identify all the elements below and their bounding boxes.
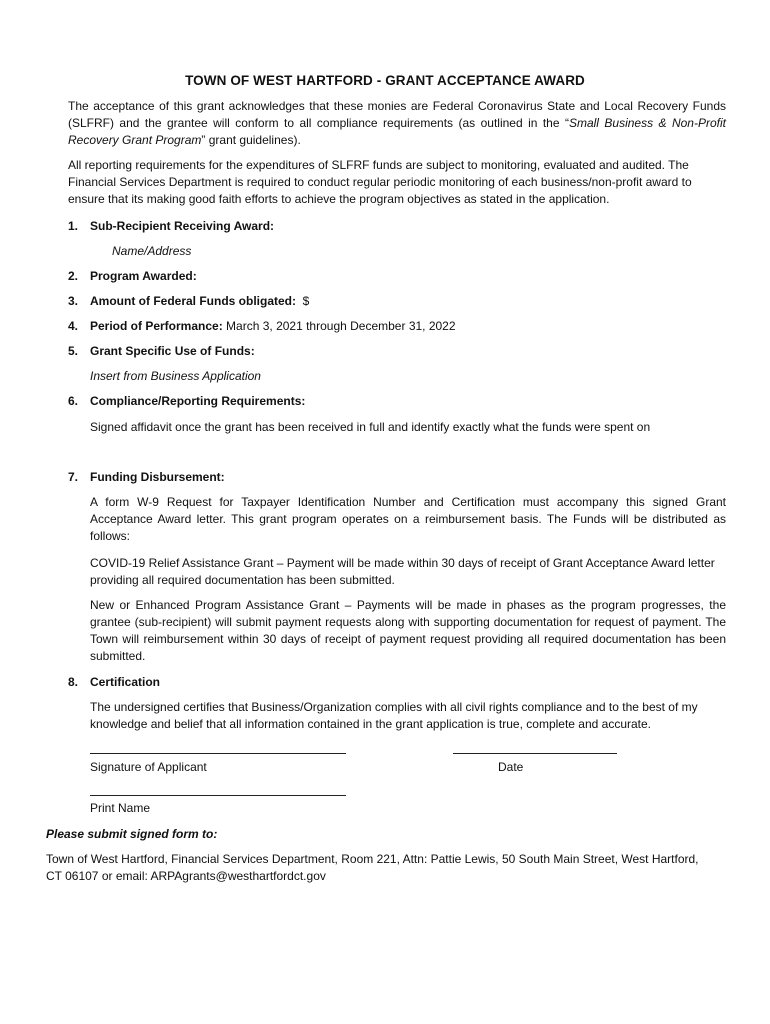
disbursement-paragraph-3: New or Enhanced Program Assistance Grant – Payments will be made in phases as the program progresses, the grantee (sub-recipient) will submit payment requests along with supporting documentation for request of payment. The Town will reimbursement within 30 days of receipt of payment request providing all required documentation has been submitted. — [90, 598, 726, 663]
compliance-text: Signed affidavit once the grant has been received in full and identify exactly what the funds were spent on — [90, 420, 651, 434]
sub-recipient-placeholder: Name/Address — [112, 244, 192, 258]
item-3 — [68, 293, 726, 310]
amount-value: $ — [302, 294, 310, 308]
print-name-line[interactable] — [90, 795, 346, 796]
item-label: Compliance/Reporting Requirements: — [90, 394, 306, 408]
certification-paragraph: The undersigned certifies that Business/Organization complies with all civil rights compliance and to the best of my knowledge and belief that all information contained in the grant application is true, complete and accurate. — [90, 700, 698, 731]
program-name-italic: Small Business & Non-Profit Recovery Grant Program — [68, 116, 726, 147]
item-4 — [68, 318, 726, 335]
disbursement-paragraph-2: COVID-19 Relief Assistance Grant – Payment will be made within 30 days of receipt of Grant Acceptance Award letter providing all required documentation has been submitted. — [90, 556, 715, 587]
submit-address: Town of West Hartford, Financial Services Department, Room 221, Attn: Pattie Lewis, 50 South Main Street, West Hartford, CT 06107 or email: ARPAgrants@westhartfordct.gov — [46, 852, 699, 883]
intro-paragraph-2: All reporting requirements for the expenditures of SLFRF funds are subject to monitoring, evaluated and audited. The Financial Services Department is required to conduct regular periodic monitoring of each business/non-profit award to ensure that its making good faith efforts to achieve the program objectives as stated in the application. — [68, 158, 692, 206]
item-number: 7. — [68, 470, 79, 484]
use-of-funds-placeholder: Insert from Business Application — [90, 369, 261, 383]
disbursement-paragraph-1: A form W-9 Request for Taxpayer Identification Number and Certification must accompany this signed Grant Acceptance Award letter. This grant program operates on a reimbursement basis. The Funds will be distributed as follows: — [90, 495, 726, 543]
item-7 — [68, 469, 726, 486]
item-6 — [68, 393, 726, 410]
item-label: Grant Specific Use of Funds: — [90, 344, 255, 358]
date-label: Date — [498, 760, 524, 774]
submit-heading: Please submit signed form to: — [46, 827, 218, 841]
item-label: Period of Performance: — [90, 319, 223, 333]
document-title: TOWN OF WEST HARTFORD - GRANT ACCEPTANCE AWARD — [185, 73, 585, 88]
date-line[interactable] — [453, 753, 617, 754]
intro-p1-end: ” grant guidelines). — [201, 133, 301, 147]
intro-p1-text: The acceptance of this grant acknowledges that these monies are Federal Coronavirus State and Local Recovery Funds (SLFRF) and the grantee will conform to all compliance requirements (as outlined in the “ — [68, 99, 726, 130]
item-number: 5. — [68, 344, 79, 358]
item-8 — [68, 674, 726, 691]
item-label: Funding Disbursement: — [90, 470, 225, 484]
item-label: Sub-Recipient Receiving Award: — [90, 219, 275, 233]
item-5 — [68, 343, 726, 360]
item-number: 6. — [68, 394, 79, 408]
print-name-label: Print Name — [90, 801, 151, 815]
signature-line[interactable] — [90, 753, 346, 754]
item-number: 8. — [68, 675, 79, 689]
item-number: 3. — [68, 294, 79, 308]
item-2 — [68, 268, 726, 285]
performance-period-value: March 3, 2021 through December 31, 2022 — [226, 319, 456, 333]
item-number: 2. — [68, 269, 79, 283]
item-1 — [68, 218, 726, 235]
item-label: Certification — [90, 675, 161, 689]
intro-paragraph-1 — [68, 98, 726, 149]
item-label: Program Awarded: — [90, 269, 197, 283]
signature-label: Signature of Applicant — [90, 760, 207, 774]
item-number: 4. — [68, 319, 79, 333]
item-label: Amount of Federal Funds obligated: — [90, 294, 296, 308]
item-number: 1. — [68, 219, 79, 233]
